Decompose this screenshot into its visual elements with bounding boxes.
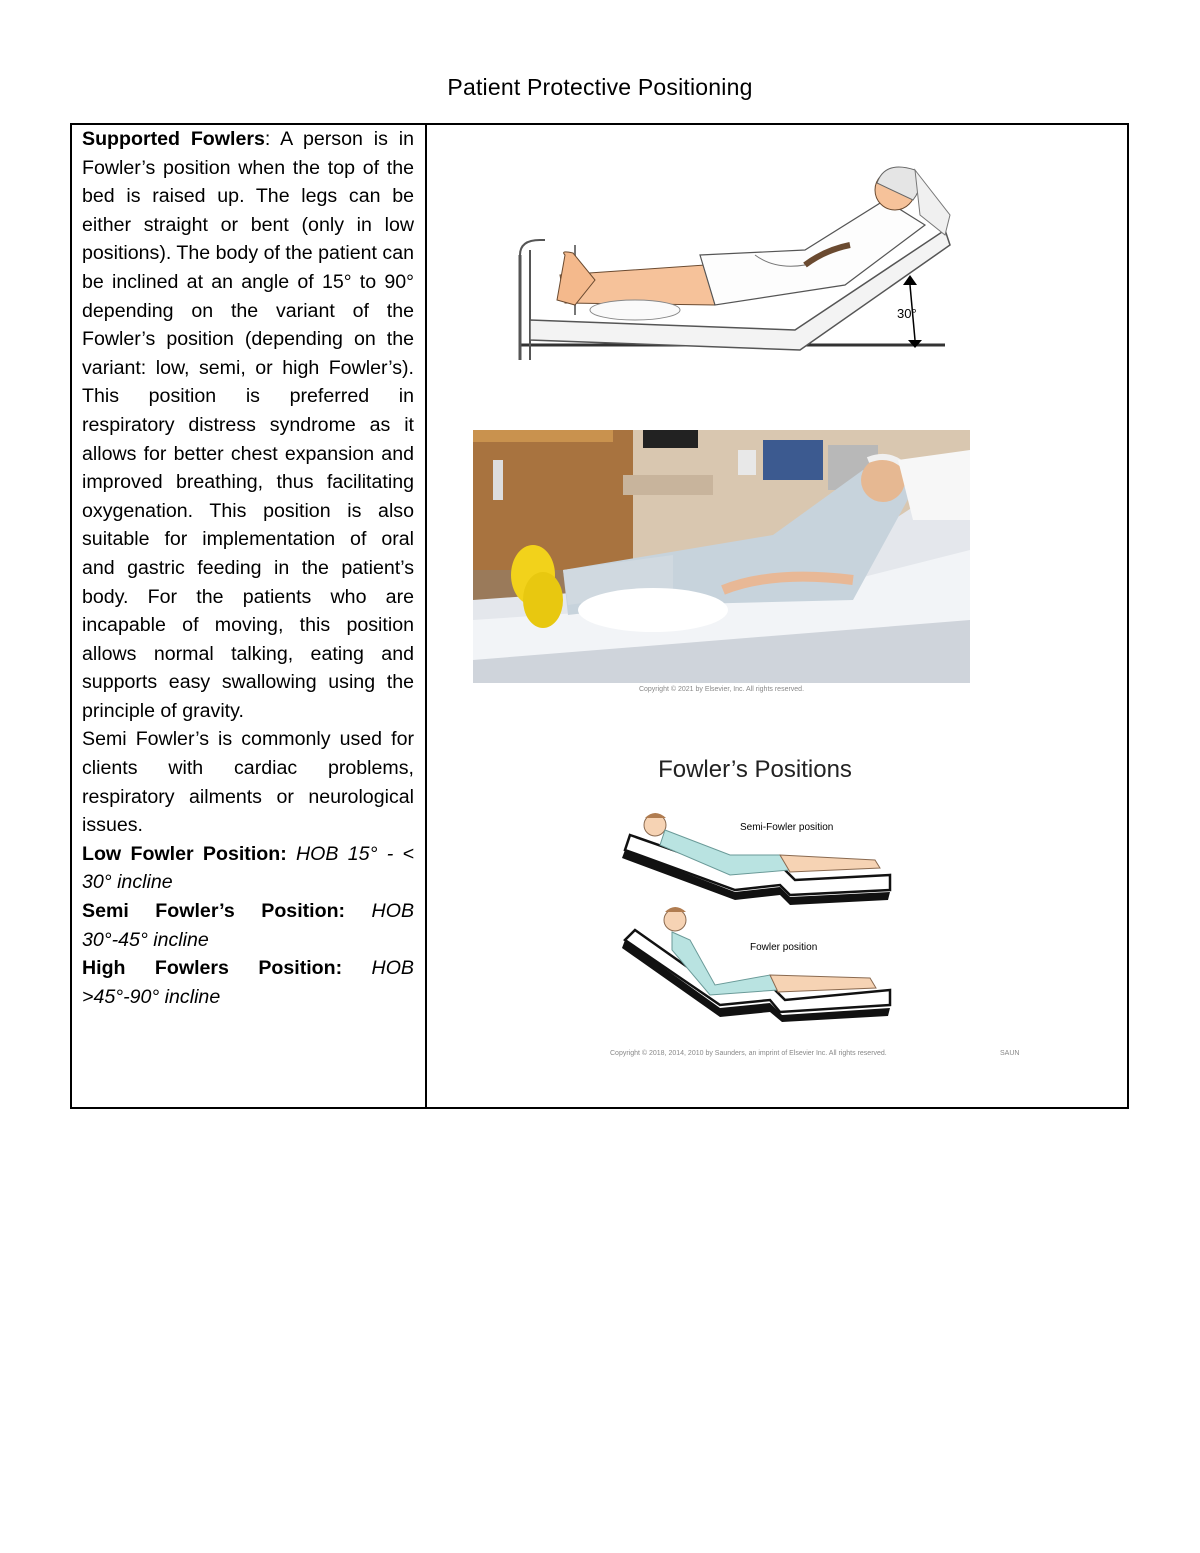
fowler-positions-illustration [610, 800, 910, 1040]
fowler-bed-illustration [505, 155, 960, 370]
fowler-position-label: Fowler position [750, 942, 818, 953]
semi-fowler-value: HOB 30°-45° incline [82, 900, 415, 951]
intro-paragraph: Supported Fowlers: A person is in Fowler’s position when the top of the bed is raised up. The legs can be either straight or bent (only in low positions). The body of the patient can be inclined at an angle of 15° to 90° depending on the variant of the Fowler’s position (depending on the variant: low, semi, or high Fowler’s). This position is preferred in respiratory distress syndrome as it allows for better chest expansion and improved breathing, thus facilitating oxygenation. This position is also suitable for implementation of oral and gastric feeding in the patient’s body. For the patients who are incapable of moving, this position allows normal talking, eating and supports easy swallowing using the principle of gravity. [82, 128, 414, 722]
column-divider [425, 123, 427, 1109]
semi-fowler-label: Semi Fowler’s Position: [82, 900, 346, 923]
high-fowler-row [82, 954, 414, 1011]
copyright-line [610, 1050, 1050, 1057]
low-fowler-row [82, 840, 414, 897]
semi-fowler-note: Semi Fowler’s is commonly used for clients with cardiac problems, respiratory ailments or neurological issues. [82, 728, 414, 837]
intro-label: Supported Fowlers [82, 128, 265, 150]
semi-fowler-position-label: Semi-Fowler position [740, 822, 834, 833]
low-fowler-value: HOB 15° - < 30° incline [82, 842, 414, 894]
patient-photo [473, 430, 970, 683]
intro-text: A person is in Fowler’s position when the top of the bed is raised up. The legs can be either straight or bent (only in low positions). The body of the patient can be inclined at an angle of 15° to 90° depending on the variant of the Fowler’s position (depending on the variant: low, semi, or high Fowler’s). This position is preferred in respiratory distress syndrome as it allows for better chest expansion and improved breathing, thus facilitating oxygenation. This position is also suitable for implementation of oral and gastric feeding in the patient’s body. For the patients who are incapable of moving, this position allows normal talking, eating and supports easy swallowing using the principle of gravity. [82, 128, 414, 722]
page-title: Patient Protective Positioning [447, 74, 753, 100]
high-fowler-value: HOB >45°-90° incline [82, 957, 414, 1008]
copyright-text: Copyright © 2018, 2014, 2010 by Saunders, an imprint of Elsevier Inc. All rights reserved. [610, 1050, 887, 1057]
positions-title: Fowler’s Positions [658, 756, 852, 783]
description-column [82, 125, 414, 1011]
low-fowler-label: Low Fowler Position: [82, 842, 287, 865]
semi-fowler-row [82, 897, 414, 954]
copyright-tag: SAUN [1000, 1050, 1020, 1057]
photo-caption: Copyright © 2021 by Elsevier, Inc. All rights reserved. [638, 686, 805, 693]
high-fowler-label: High Fowlers Position: [82, 957, 343, 980]
angle-label: 30° [897, 306, 917, 321]
